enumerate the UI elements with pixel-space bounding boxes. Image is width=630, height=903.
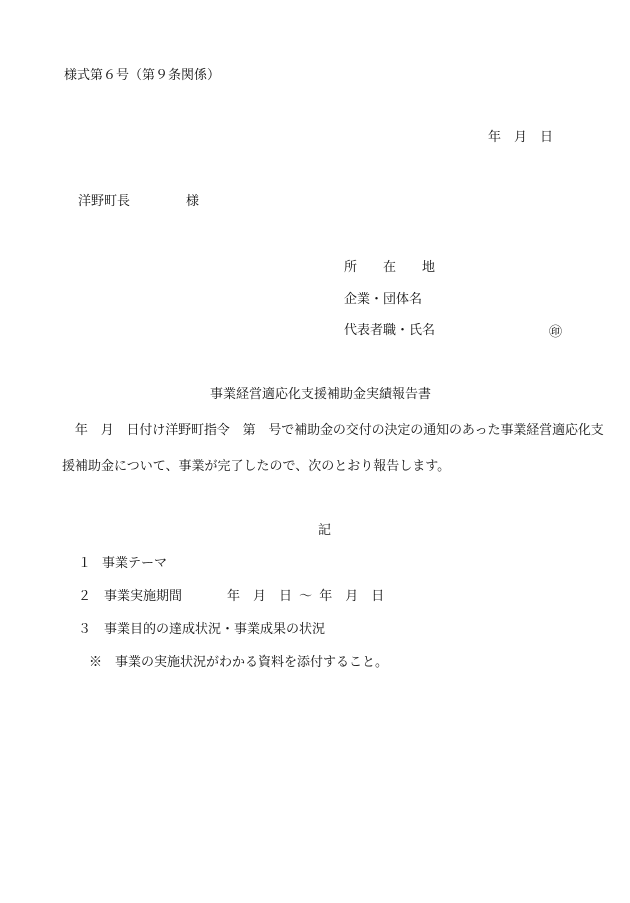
ki-heading: 記 [318, 523, 332, 538]
organization-label: 企業・団体名 [344, 292, 423, 307]
body-line-2: 援補助金について、事業が完了したので、次のとおり報告します。 [62, 459, 451, 474]
item-label-2: 事業実施期間 [104, 589, 183, 604]
address-label: 所 在 地 [344, 260, 436, 275]
item-number-2: ２ [78, 589, 92, 604]
attachment-note: ※ 事業の実施状況がわかる資料を添付すること。 [89, 655, 389, 670]
addressee-honorific: 様 [186, 194, 200, 209]
addressee-name: 洋野町長 [78, 194, 131, 209]
item-label-3: 事業目的の達成状況・事業成果の状況 [104, 622, 326, 637]
body-line-1: 年 月 日付け洋野町指令 第 号で補助金の交付の決定の通知のあった事業経営適応化支 [62, 423, 604, 438]
document-title: 事業経営適応化支援補助金実績報告書 [210, 387, 432, 402]
item-number-1: １ [78, 556, 92, 571]
item-label-1: 事業テーマ [102, 556, 168, 571]
date-line: 年 月 日 [488, 130, 554, 145]
form-number: 様式第６号（第９条関係） [64, 68, 221, 83]
representative-label: 代表者職・氏名 [344, 323, 436, 338]
item-number-3: ３ [78, 622, 92, 637]
seal-mark: ㊞ [549, 325, 563, 340]
item-value-2: 年 月 日 〜 年 月 日 [227, 589, 385, 604]
